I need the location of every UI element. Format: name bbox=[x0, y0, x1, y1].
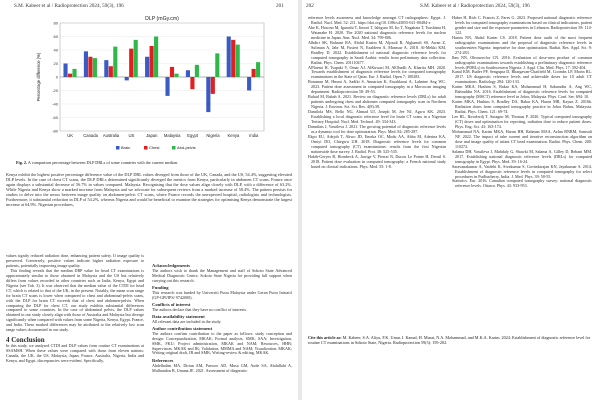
references-heading: References bbox=[152, 358, 174, 364]
legend-swatch bbox=[144, 146, 148, 150]
bar bbox=[170, 67, 174, 77]
bar bbox=[68, 74, 72, 77]
x-tick-label: Kenya bbox=[227, 133, 240, 138]
y-tick-label: 20 bbox=[53, 61, 58, 66]
bar bbox=[84, 51, 88, 77]
data-text: All relevant data are included in the study. bbox=[152, 318, 222, 324]
bar bbox=[247, 77, 251, 91]
left-page bbox=[0, 0, 298, 400]
figure-caption bbox=[16, 160, 288, 165]
bar bbox=[145, 57, 149, 77]
bar bbox=[150, 46, 154, 77]
x-tick-label: Egypt bbox=[187, 133, 198, 138]
reference-item: Albdiri SK, Bahrani RA, Abdul Kasim M, Aljoudi R, Alghamdi SS, Awan Z, Suliman A, Jabr M, Fusieri N, Ezaldeen A, Manssur A. 2018. Al-Mekki KM, Bradley D. 2022. Establishment of national diagnostic reference levels for computed tomography in Saudi Arabia: results from preliminary data collection. Radiat. Phys. Chem. 201110477. bbox=[308, 39, 446, 65]
references-column-1 bbox=[308, 16, 446, 170]
bar bbox=[165, 77, 169, 96]
reference-item: Bonamar M, Hmmi A, Sadiki S, Annarion K, Essahlaoui A, Lahnine Ang WC. 2023. Patient dose assessment in computed tomography in a Moroccan imaging department. Radioprotection 58: 49-53. bbox=[308, 79, 446, 95]
bar bbox=[211, 77, 215, 94]
y-tick-label: 80 bbox=[53, 20, 58, 26]
y-tick-label: -80 bbox=[52, 128, 58, 134]
reference-item: reference levels awareness and knowledge amongst CT radiographers. Egypt. J. Radiol. Nucl. Med. 52: 211. https://doi.org/10.1186/s43055-021-00484-x bbox=[308, 15, 446, 25]
y-tick-label: -20 bbox=[52, 88, 58, 93]
reference-item: Hasim NN, Abdul Karim CS. 2018. Patient dose audit of the most frequent radiographic examinations and the proposal of diagnostic reference levels in southwestern Nigeria: imperative for dose optimisation. Radiat. Res. Appl. Sci. 9: 274-283. bbox=[452, 34, 592, 55]
ack-heading: Acknowledgements bbox=[152, 263, 191, 268]
reference-item: Saravanakumar A, Vaidehi K, Sivakumar S, Govindarajan KN, Jayakumar S. 2014. Establishment of diagnostic reference levels in computed tomography for select procedures in Pudhucherry, India. J. Med. Phys. 39: 50-55. bbox=[452, 163, 592, 179]
reference-item: Statistics. Eur. 2016. Canadian computed tomography survey: national diagnostic reference levels. Ottawa. Phys. 43: 933-953. bbox=[452, 178, 592, 189]
cite-this-article bbox=[308, 335, 594, 345]
running-header-left: S.M. Kabeer et al / Radioprotection 2024, 59(3), 196 bbox=[14, 3, 124, 9]
page-number-right: 202 bbox=[306, 3, 314, 9]
funding-heading: Funding bbox=[152, 284, 169, 290]
reference-item: Mohammad NA, Karim MKA, Harun HH, Rahman MAA, Azlan RNRM, Samsuli NF. 2022. The impact of tube current and iterative reconstruction algorithm on dose and image quality of infant CT head examination. Radiat. Phys. Chem. 200: 110272. bbox=[452, 128, 592, 149]
reference-item: Abe K, Hosono M, Igarashi T, Iimori T, Ishiguro M, Ito T, Nagahata T, Tsushima H, Watanabe H. 2020. The 2020 national diagnostic reference levels for nuclear medicine in Japan. Ann. Nucl. Med. 34: 799-806. bbox=[308, 24, 446, 40]
page-number-left: 201 bbox=[276, 3, 284, 9]
reference-item: Karim MKA, Hashim S, Bakar KA, Muhammad H, Sabarudin A, Ang WC, Bahruddin NA. 2016. Establishment of diagnostic reference levels for computed tomography (MSCT) reference level in Johor, Malaysia. Phys. Conf. Ser. 694: 10. bbox=[452, 84, 592, 100]
reference-item: Ekpo EU, Adejoh T, Akwo JD, Emeka OC, Modu AA, Abba M, Adesina KA, Omiyi DO, Chiegwu UH. 2018. Diagnostic reference levels for common computed tomography (CT) examinations: results from the first Nigerian nationwide dose survey. J. Radiol. Prot. 38: 525-535. bbox=[308, 133, 446, 154]
bar bbox=[93, 58, 97, 77]
cite-text: M. Kabeer, S.A. Aliyu, F.K. Umar, I. Kamal, H. Murat, N.A. Mohammad, and M.K.A. Karim. 2024. Establishment of diagnostic reference level for routine CT examinations in Sokoto State, Nigeria. Radioprotection 59(3): 195-202. bbox=[308, 335, 591, 345]
data-heading: Data availability statement bbox=[152, 313, 205, 319]
reference-item: Ibm NN, Ohwuerofor CN. 2016. Evaluation of dose-area product of common radiographic examinations towards establishing a preliminary diagnostic reference levels (PDRLs) in Southwestern Nigeria. J. Appl. Clin. Med. Phys. 17: 392-404. bbox=[452, 54, 592, 70]
body-left-column bbox=[6, 254, 144, 364]
running-header-right: S.M. Kabeer et al / Radioprotection 2024, 59(3), 196 bbox=[420, 3, 530, 9]
bar bbox=[109, 66, 113, 77]
body-paragraph-3: This finding reveals that the median DRP value for head CT examinations is approximately similar to those obtained in Malaysia and the US but relatively differs from values recorded in other countries such as India, Kenya, Egypt and Nigeria (see Tab. 3). It was observed that the median value of the CTDI for head CT, which is related to that of the UK, in the present. Notably, the mean scan range for brain CT scans is lower when compared to chest and abdominal-pelvis scans, with the DLP for brain CT exceeds that of chest and abdomen-pelvis. When comparing the DLP for chest CT, our study exhibits substantial differences compared to some countries. In the case of abdominal pelvis, the DLP values obtained in our study closely align with those of Australia and Malaysia but diverge significantly when compared with values from some Nigeria, Kenya, Egypt, France, and India. These marked differences may be attributed to the relatively low scan range values documented in our study. bbox=[6, 267, 145, 333]
legend-swatch bbox=[172, 146, 176, 150]
bar bbox=[186, 70, 190, 77]
references-column-2 bbox=[452, 16, 592, 189]
reference-item: Lee RL, Ikvorlerdj T, Sutagno M, Thomas P. 2020. Typical computed tomography (CT) doses and optimisation for reporting, radiation dose to reduce patient doses. Phys. Eng. Sci. 43: 163-174. bbox=[452, 114, 592, 129]
chart-title: DLP (mGy.cm) bbox=[145, 16, 179, 22]
caption-text: A comparison percentage between DLP DRLs of some countries with the current median. bbox=[27, 160, 179, 165]
legend-label: Abd-pelvis bbox=[177, 145, 196, 150]
bar bbox=[104, 60, 108, 77]
y-tick-label: -60 bbox=[52, 115, 58, 120]
bar bbox=[206, 77, 210, 112]
conclusion-text: In this study, we analysed CTDI and DLP values from routine CT examinations at SSAMSH. When these values were compared with those from eleven nations: Canada, the UK, the US, Malaysia, Japan, France, Australia, Nigeria, India and Kenya, and Egypt, discrepancies were evident. Specifically, bbox=[6, 343, 144, 364]
author-heading: Author contribution statement bbox=[152, 325, 213, 331]
reference-item: Karim MKA, Hashim S, Bradley DA, Bakar KA, Haron MR, Kayun Z. 2016b. Radiation doses from computed tomography practice in Johor Bahru, Malaysia. Radiat. Phys. Chem. 121: 69-74. bbox=[452, 99, 592, 115]
bar bbox=[236, 45, 240, 77]
right-page bbox=[302, 0, 600, 400]
bar bbox=[195, 65, 199, 77]
bar bbox=[129, 49, 133, 77]
bar bbox=[215, 53, 219, 77]
reference-item: Bulaid M, Babah A. 2021. Review on diagnostic reference levels (DRLs) for adult patients undergoing chest and abdomen computed tomography scan in Northern Nigeria. J. Environ. Sci. Sci. Res. 4(8):38. bbox=[308, 94, 446, 110]
bar bbox=[174, 74, 178, 77]
conclusion-heading: 4 Conclusion bbox=[6, 336, 45, 345]
legend-label: Brain bbox=[121, 145, 131, 150]
bar bbox=[134, 40, 138, 77]
y-tick-label: -40 bbox=[52, 101, 58, 107]
bar bbox=[72, 69, 76, 77]
author-text: The authors confirm contribution to the paper as follows: study conception and design: Conceptualization, MKAK; Formal analysis, SMK, SAA; Investigation, SMK, FKU; Project administration, MKAK and NAM; Resources, HHB; Supervision, MKAK and IK; Validation, MMMA and NAM; Visualization, MKAK; Writing original draft, IB and SMK; Writing-review & editing, MKAK. bbox=[152, 330, 292, 356]
x-tick-label: UK bbox=[67, 133, 74, 138]
bar bbox=[252, 69, 256, 77]
conflicts-text: The authors declare that they have no conflict of interests. bbox=[152, 306, 248, 312]
reference-item: AlNaemi H, Tsapaki V, Omar AJ, AlKuwari M, AlObadli A, Kharita MH. 2020. Towards establishment of diagnostic reference levels for computed tomography examinations in the State of Qatar. Eur. J. Radiol. Open 7: 100283. bbox=[308, 64, 446, 80]
body-paragraph-1: Kenya exhibit the highest positive percentage difference value of the DLP DRL values diverged from those of the UK, Canada, and the US, 54.4%, suggesting elevated DLP levels. In the case of chest CT scans, the DLP DRLs determined significantly diverged the metrics from Kenya, particularly in abdomen CT scans. France once again displays a substantial decrease of 56.7% in values compared. Malaysia. Recognising that the dose values align closely with DLP, with a difference of 63.2%. While Nigeria and Kenya show a marked increase from Malaysia and we advocate for subsequent reviews from a marked increase of 58.4%. The pattern persists for studies to delve into the nexus between image quality on abdomen-pelvic CT scans, where France records the unexpected hospital, radiologists and technologists. Furthermore, it substantial reduction in DLP of 54.2%, whereas Nigeria and would be beneficial to examine the strategies for optimising Kenya demonstrate the largest increase at 64.9%. Nigerian procedures, bbox=[6, 172, 292, 208]
y-tick-label: 0 bbox=[55, 74, 58, 80]
reference-item: Haber H, Rich C, Francis Z, Fares G. 2023. Proposed national diagnostic reference levels for computed tomography examinations based on clinical indications, patient gender and size and the exposure parameters in Lebanon. Radioprotection 58: 114-122. bbox=[452, 15, 592, 35]
reference-item: Dannilats J, Vassileva J. 2021. The growing potential of diagnostic reference levels as a dynamic tool for dose optimization. Phys. Med. 84: 285-287. bbox=[308, 123, 446, 134]
reference-item: Salama DH, Vassileva J, Mahdaly G, Shawki M, Salama A, Gilley D, Rehani MM. 2017. Establishing national diagnostic reference levels (DRLs) for computed tomography in Egypt. Phys. Med. 39: 16-24. bbox=[452, 148, 592, 164]
x-tick-label: Japan bbox=[146, 133, 158, 138]
bar bbox=[125, 77, 129, 80]
bar bbox=[88, 57, 92, 77]
bar-chart bbox=[30, 13, 270, 159]
x-tick-label: India bbox=[249, 133, 259, 138]
body-top-full bbox=[6, 172, 292, 207]
conflicts-heading: Conflicts of interest bbox=[152, 301, 191, 307]
reference-item: Damilola MS, Bello NG, Ahmad UI, Joseph M, Jee NJ, Agwu KK. 2023. Establishing a local diagnostic reference level for brain CT scans in a Nigerian Tertiary Hospital. Nucl. Med. Technol. 49: 334-343. bbox=[308, 109, 446, 125]
bar bbox=[113, 47, 117, 77]
x-tick-label: Nigeria bbox=[206, 133, 220, 138]
funding-text: This research was funded by Universiti Putra Malaysia under Geran Putra Inisiatif (GP-GPI/IPS/ 9742000). bbox=[152, 289, 292, 300]
references-first: Abdelhalim MA, Dirian AM, Purwoo AD, Musa GM, Aode SA, Abdullahi A, Mulhandon B, Umana JE. 2021. Assessment of diagnostic bbox=[152, 363, 292, 374]
x-tick-label: Malaysia bbox=[163, 133, 181, 138]
reference-item: Kanal KM, Butler PF, Sengupta D, Bhargavan-Chatfield M, Coombs LP, Morin RL. 2017. US diagnostic reference levels and achievable doses for 10 adult CT examinations. Radiology 284: 120-133. bbox=[452, 69, 592, 85]
bar bbox=[190, 77, 194, 89]
x-tick-label: Australia bbox=[102, 133, 120, 138]
legend-label: Chest bbox=[149, 145, 160, 150]
cite-label: Cite this article as: bbox=[308, 335, 342, 340]
x-tick-label: US bbox=[128, 133, 135, 138]
chart-svg bbox=[30, 13, 270, 159]
y-tick-label: 60 bbox=[53, 34, 58, 39]
bar bbox=[63, 64, 67, 78]
y-tick-label: 40 bbox=[53, 47, 58, 53]
x-tick-label: Canada bbox=[83, 133, 98, 138]
ack-text: The authors wish to thank the Management and staff of Sokoto State Advanced Medical Diagnostic Centre, Sokoto State Nigeria for providing full support when carrying out this research. bbox=[152, 268, 292, 283]
bar bbox=[256, 62, 260, 77]
bar bbox=[231, 40, 235, 77]
reference-item: Habib-Geryes B, Hornbeck A, Jarrige V, Pierrat N, Ducou Le Pointe H, Dreuil S. 2018. Patient dose evaluation in computed tomography: a French national study based on clinical indications. Phys. Med. 55: 1-8. bbox=[308, 153, 446, 169]
legend-swatch bbox=[116, 146, 120, 150]
body-paragraph-2: values signify reduced radiation dose, enhancing patient safety. If image quality is preserved. Conversely, positive values indicate higher radiation exposure to patients, potentially improving image quality. bbox=[6, 253, 144, 268]
y-axis-label: Percentage difference (%) bbox=[36, 52, 41, 102]
bar bbox=[154, 37, 158, 78]
body-right-column bbox=[152, 262, 292, 374]
bar bbox=[227, 37, 231, 78]
caption-label: Fig. 2. bbox=[16, 160, 28, 165]
